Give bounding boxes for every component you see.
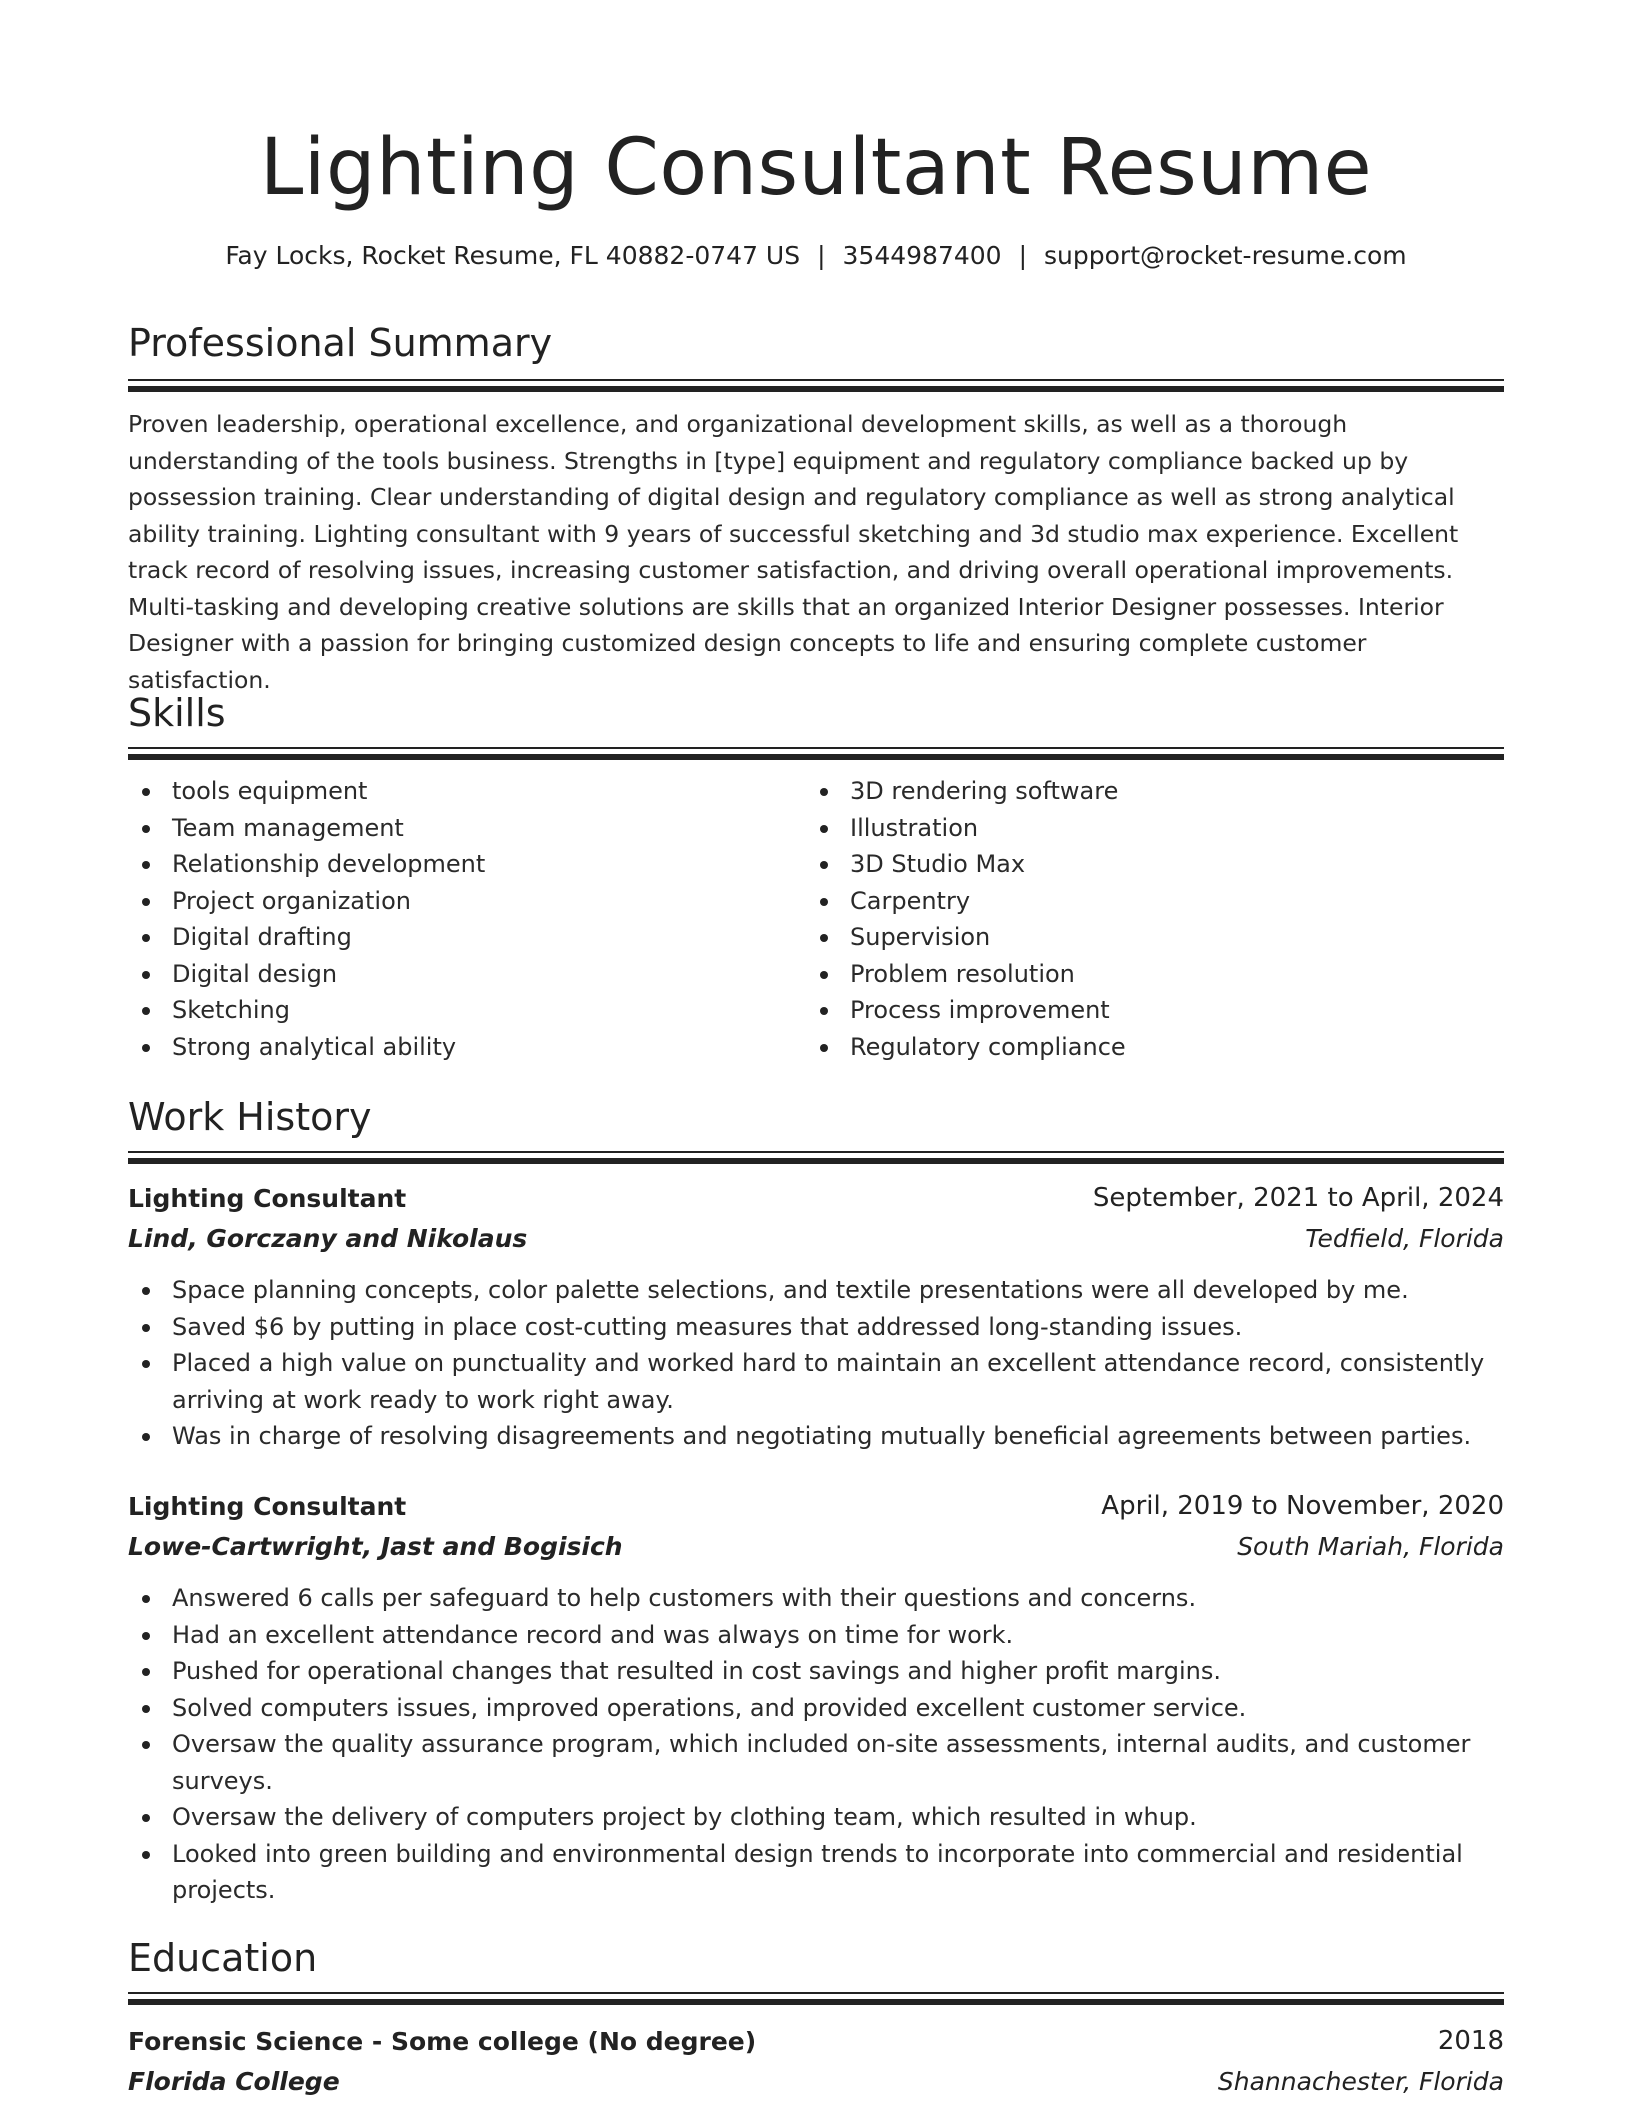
contact-line: [128, 236, 1504, 276]
job-bullet: Solved computers issues, improved operations, and provided excellent customer service.: [128, 1690, 1504, 1727]
job-bullet: Looked into green building and environmental design trends to incorporate into commercial and residential projects.: [128, 1836, 1504, 1909]
education-year: 2018: [1437, 2026, 1504, 2056]
skills-column-left: [128, 773, 788, 1065]
education-degree: Forensic Science - Some college (No degree): [128, 2026, 757, 2056]
contact-address: Fay Locks, Rocket Resume, FL 40882-0747 US: [225, 241, 801, 270]
skill-item: Problem resolution: [806, 956, 1466, 993]
education-school: Florida College: [128, 2066, 340, 2096]
job-location: South Mariah, Florida: [1237, 1531, 1504, 1561]
skill-item: Process improvement: [806, 992, 1466, 1029]
summary-text: Proven leadership, operational excellence, and organizational development skills, as well as a thorough understanding of the tools business. Strengths in [type] equipment and regulatory compliance backed up by possession training. Clear understanding of digital design and regulatory compliance as well as strong analytical ability training. Lighting consultant with 9 years of successful sketching and 3d studio max experience. Excellent track record of resolving issues, increasing customer satisfaction, and driving overall operational improvements. Multi-tasking and developing creative solutions are skills that an organized Interior Designer possesses. Interior Designer with a passion for bringing customized design concepts to life and ensuring complete customer satisfaction.: [128, 410, 1459, 694]
skill-item: Team management: [128, 810, 788, 847]
contact-email: support@rocket-resume.com: [1044, 241, 1407, 270]
skill-item: Supervision: [806, 919, 1466, 956]
job-title: Lighting Consultant: [128, 1183, 407, 1213]
job-company-row: [128, 1526, 1504, 1566]
skills-column-right: [806, 773, 1466, 1065]
section-divider: [128, 1992, 1504, 2005]
section-divider: [128, 379, 1504, 392]
job-company: Lowe-Cartwright, Jast and Bogisich: [128, 1531, 623, 1561]
job-bullets: [128, 1580, 1504, 1909]
contact-phone: 3544987400: [842, 241, 1002, 270]
job-header-row: [128, 1486, 1504, 1526]
skill-item: tools equipment: [128, 773, 788, 810]
contact-separator: |: [1018, 241, 1028, 270]
skill-item: Relationship development: [128, 846, 788, 883]
job-bullet: Oversaw the quality assurance program, which included on-site assessments, internal audits, and customer surveys.: [128, 1726, 1504, 1799]
job-bullet: Oversaw the delivery of computers project by clothing team, which resulted in whup.: [128, 1799, 1504, 1836]
skill-item: Project organization: [128, 883, 788, 920]
job-bullet: Pushed for operational changes that resulted in cost savings and higher profit margins.: [128, 1653, 1504, 1690]
section-divider: [128, 1151, 1504, 1164]
job-bullet: Had an excellent attendance record and was always on time for work.: [128, 1617, 1504, 1654]
job-bullet: Placed a high value on punctuality and worked hard to maintain an excellent attendance record, consistently arriving at work ready to work right away.: [128, 1345, 1504, 1418]
education-heading: Education: [128, 1936, 318, 1980]
work-history-heading: Work History: [128, 1095, 372, 1139]
skill-item: Carpentry: [806, 883, 1466, 920]
job-location: Tedfield, Florida: [1305, 1223, 1504, 1253]
job-bullet-list: [128, 1580, 1504, 1909]
job-bullet-list: [128, 1272, 1504, 1455]
skill-item: Illustration: [806, 810, 1466, 847]
job-header-row: [128, 1178, 1504, 1218]
summary-heading: Professional Summary: [128, 321, 553, 365]
skill-item: 3D rendering software: [806, 773, 1466, 810]
contact-separator: |: [817, 241, 826, 270]
skill-item: 3D Studio Max: [806, 846, 1466, 883]
skills-list-right: [806, 773, 1466, 1065]
job-dates: September, 2021 to April, 2024: [1092, 1183, 1504, 1213]
skills-heading: Skills: [128, 691, 226, 735]
section-divider: [128, 747, 1504, 760]
job-bullets: [128, 1272, 1504, 1455]
job-company: Lind, Gorczany and Nikolaus: [128, 1223, 528, 1253]
education-header-row: [128, 2021, 1504, 2061]
education-school-row: [128, 2061, 1504, 2101]
skills-list-left: [128, 773, 788, 1065]
skill-item: Strong analytical ability: [128, 1029, 788, 1066]
education-location: Shannachester, Florida: [1217, 2066, 1504, 2096]
job-bullet: Was in charge of resolving disagreements and negotiating mutually beneficial agreements between parties.: [128, 1418, 1504, 1455]
skill-item: Digital design: [128, 956, 788, 993]
job-bullet: Answered 6 calls per safeguard to help customers with their questions and concerns.: [128, 1580, 1504, 1617]
resume-title: Lighting Consultant Resume: [259, 123, 1373, 213]
job-company-row: [128, 1218, 1504, 1258]
skill-item: Regulatory compliance: [806, 1029, 1466, 1066]
skill-item: Sketching: [128, 992, 788, 1029]
job-bullet: Space planning concepts, color palette selections, and textile presentations were all developed by me.: [128, 1272, 1504, 1309]
skill-item: Digital drafting: [128, 919, 788, 956]
job-title: Lighting Consultant: [128, 1491, 407, 1521]
job-dates: April, 2019 to November, 2020: [1101, 1491, 1504, 1521]
job-bullet: Saved $6 by putting in place cost-cutting measures that addressed long-standing issues.: [128, 1309, 1504, 1346]
